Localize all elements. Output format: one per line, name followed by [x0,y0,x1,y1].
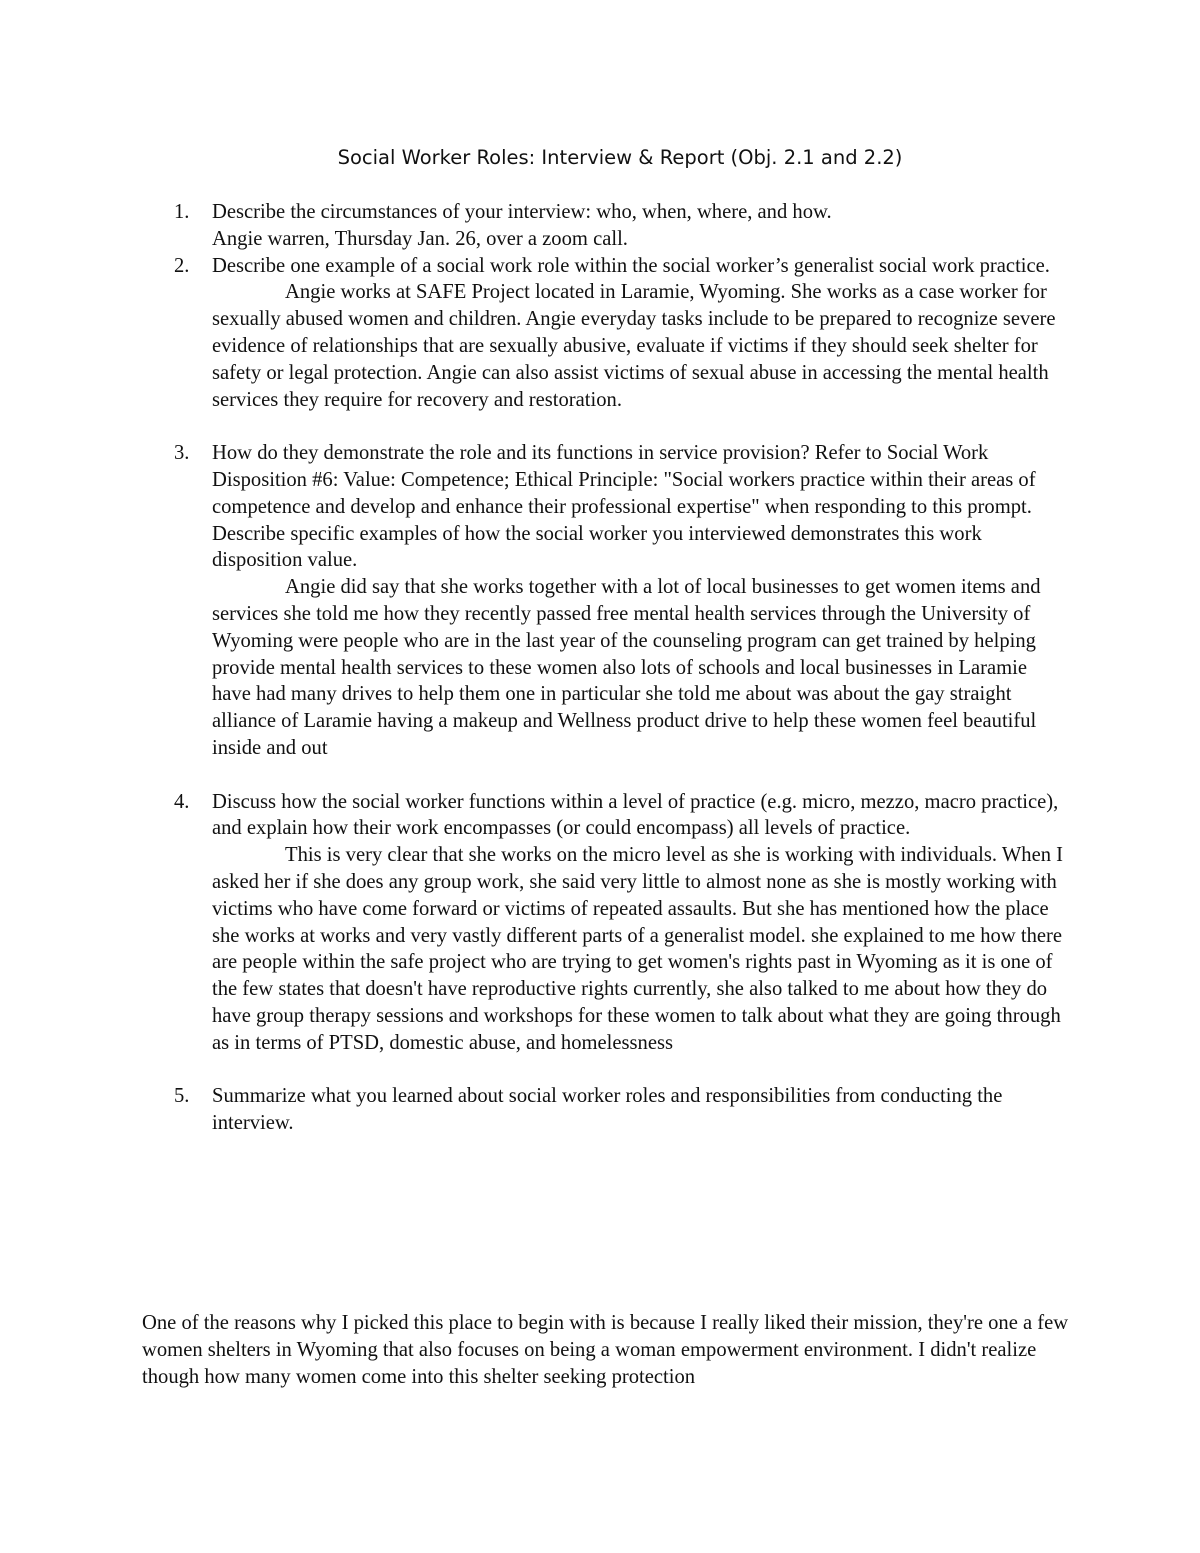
item-number: 2. [174,254,190,277]
question-text: Describe one example of a social work role within the social worker’s generalist social work practice. [212,254,1050,277]
list-item [170,1083,1070,1137]
question-text: How do they demonstrate the role and its functions in service provision? Refer to Social Work Disposition #6: Value: Competence; Ethical Principle: "Social workers practice within their areas of competence and develop and enhance their professional expertise" when responding to this prompt. Describe specific examples of how the social worker you interviewed demonstrates this work disposition value. [212,442,1036,572]
question-text: Discuss how the social worker functions within a level of practice (e.g. micro, mezzo, macro practice), and explain how their work encompasses (or could encompass) all levels of practice. [212,790,1059,840]
list-item [170,253,1070,414]
item-number: 4. [174,790,190,813]
answer-text: Angie works at SAFE Project located in Laramie, Wyoming. She works as a case worker for sexually abused women and children. Angie everyday tasks include to be prepared to recognize severe evidence of relationships that are sexually abusive, evaluate if victims if they should seek shelter for safety or legal protection. Angie can also assist victims of sexual abuse in accessing the mental health services they require for recovery and restoration. [212,281,1056,411]
document-title: Social Worker Roles: Interview & Report (Obj. 2.1 and 2.2) [337,146,903,169]
item-number: 5. [174,1085,190,1108]
question-list [170,199,1070,1137]
list-item [170,440,1070,762]
answer-text: This is very clear that she works on the micro level as she is working with individuals. When I asked her if she does any group work, she said very little to almost none as she is mostly working with victims who have come forward or victims of repeated assaults. But she has mentioned how the place she works at works and very vastly different parts of a generalist model. she explained to me how there are people within the safe project who are trying to get women's rights past in Wyoming as it is one of the few states that doesn't have reproductive rights currently, she also talked to me about how they do have group therapy sessions and workshops for these women to talk about what they are going through as in terms of PTSD, domestic abuse, and homelessness [212,844,1064,1054]
list-item [170,199,1070,253]
item-number: 3. [174,442,190,465]
item-number: 1. [174,201,190,223]
closing-paragraph: One of the reasons why I picked this place to begin with is because I really liked their mission, they're one a few women shelters in Wyoming that also focuses on being a woman empowerment environment. I didn't realize though how many women come into this shelter seeking protection [142,1312,1069,1388]
answer-text: Angie warren, Thursday Jan. 26, over a zoom call. [212,227,628,250]
question-text: Summarize what you learned about social worker roles and responsibilities from conducting the interview. [212,1085,1003,1135]
question-text: Describe the circumstances of your interview: who, when, where, and how. [212,201,832,223]
answer-text: Angie did say that she works together with a lot of local businesses to get women items and services she told me how they recently passed free mental health services through the University of Wyoming were people who are in the last year of the counseling program can get trained by helping provide mental health services to these women also lots of schools and local businesses in Laramie have had many drives to help them one in particular she told me about was about the gay straight alliance of Laramie having a makeup and Wellness product drive to help these women feel beautiful inside and out [212,576,1041,759]
list-item [170,789,1070,1057]
